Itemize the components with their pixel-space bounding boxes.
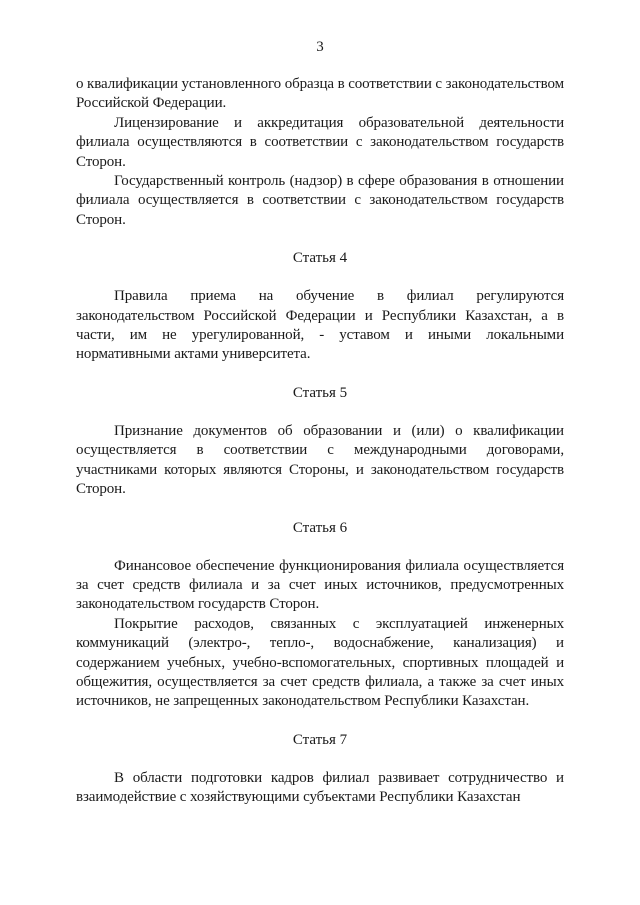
paragraph-state-control: Государственный контроль (надзор) в сфере образования в отношении филиала осуществляется в соответствии с законодательством государств Сторон. (76, 173, 564, 228)
paragraph-licensing: Лицензирование и аккредитация образовательной деятельности филиала осуществляются в соответствии с законодательством государств Сторон. (76, 114, 564, 170)
page-number: 3 (316, 39, 324, 55)
article-6-paragraph-2: Покрытие расходов, связанных с эксплуатацией инженерных коммуникаций (электро-, тепло-, водоснабжение, канализация) и содержанием учебных, учебно-вспомогательных, спортивных площадей и общежития, осуществляется за счет средств филиала, а также за счет иных источников, не запрещенных законодательством Республики Казахстан. (76, 615, 564, 710)
article-6-heading: Статья 6 (292, 519, 348, 536)
article-7-paragraph: В области подготовки кадров филиал развивает сотрудничество и взаимодействие с хозяйствующими субъектами Республики Казахстан (76, 769, 564, 806)
paragraph-continuation: о квалификации установленного образца в соответствии с законодательством Российской Федерации. (76, 76, 564, 112)
article-5-heading: Статья 5 (292, 384, 348, 401)
article-5-paragraph: Признание документов об образовании и (или) о квалификации осуществляется в соответствии с международными договорами, участниками которых являются Стороны, и законодательством государств Сторон. (76, 422, 564, 498)
article-4-paragraph: Правила приема на обучение в филиал регулируются законодательством Российской Федерации и Республики Казахстан, а в части, им не урегулированной, - уставом и иными локальными нормативными актами университета. (76, 288, 564, 363)
document-page (76, 38, 564, 808)
article-7-heading: Статья 7 (292, 731, 348, 748)
article-4-heading: Статья 4 (292, 250, 348, 267)
article-6-paragraph-1: Финансовое обеспечение функционирования филиала осуществляется за счет средств филиала и за счет иных источников, предусмотренных законодательством государств Сторон. (76, 557, 564, 613)
